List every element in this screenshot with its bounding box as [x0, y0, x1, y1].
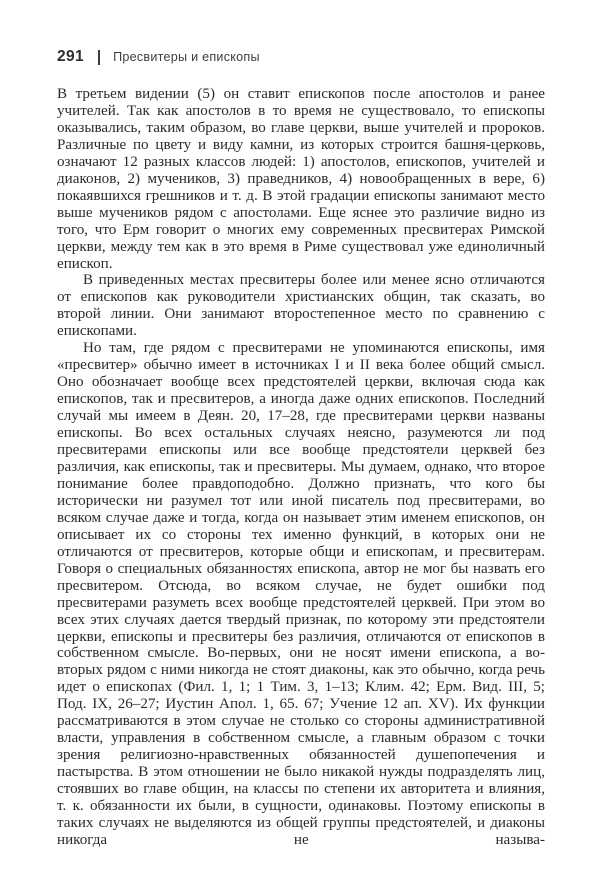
paragraph-1: В третьем видении (5) он ставит епископов после апостолов и ранее учителей. Так как апостолов в то время не существовало, то епископы оказывались, таким образом, во главе церкви, выше учителей и пророков. Различные по цвету и виду камни, из которых строится башня-церковь, означают 12 разных классов людей: 1) апостолов, епископов, учителей и диаконов, 2) мучеников, 3) праведников, 4) новообращенных в вере, 6) покаявшихся грешников и т. д. В этой градации епископы занимают место выше мучеников рядом с апостолами. Еще яснее это различие видно из того, что Ерм говорит о многих ему современных пресвитерах Римской церкви, между тем как в это время в Риме существовал уже единоличный епископ.: [57, 86, 545, 272]
running-head: [57, 46, 260, 68]
paragraph-2: В приведенных местах пресвитеры более или менее ясно отличаются от епископов как руководители христианских общин, так сказать, во второй линии. Они занимают второстепенное место по сравнению с епископами.: [57, 272, 545, 340]
paragraph-3: Но там, где рядом с пресвитерами не упоминаются епископы, имя «пресвитер» обычно имеет в источниках I и II века более общий смысл. Оно обозначает вообще всех предстоятелей церкви, включая сюда как епископов, так и пресвитеров, а иногда даже одних епископов. Последний случай мы имеем в Деян. 20, 17–28, где пресвитерами церкви названы епископы. Во всех остальных случаях неясно, разумеются ли под пресвитерами епископы или все вообще предстоятели церквей без различия, как епископы, так и пресвитеры. Мы думаем, однако, что второе понимание более правдоподобно. Должно признать, что кого бы исторически ни разумел тот или иной писатель под пресвитерами, во всяком случае даже и тогда, когда он называет этим именем епископов, он описывает их со стороны тех именно функций, в которых они не отличаются от пресвитеров, которые общи и епископам, и пресвитерам. Говоря о специальных обязанностях епископа, автор не мог бы назвать его пресвитером. Отсюда, во всяком случае, не будет ошибки под пресвитерами разуметь всех вообще предстоятелей церквей. При этом во всех этих случаях дается твердый признак, по которому эти предстоятели церкви, епископы и пресвитеры без различия, отличаются от епископов в собственном смысле. Во-первых, они не носят имени епископа, а во-вторых рядом с ними никогда не стоят диаконы, как это обычно, когда речь идет о епископах (Фил. 1, 1; 1 Тим. 3, 1–13; Клим. 42; Ерм. Вид. III, 5; Под. IX, 26–27; Иустин Апол. 1, 65. 67; Учение 12 ап. XV). Их функции рассматриваются в этом случае не столько со стороны административной власти, управления в собственном смысле, а главным образом с точки зрения религиозно-нравственных обязанностей душепопечения и пастырства. В этом отношении не было никакой нужды подразделять лиц, стоявших во главе общин, на классы по степени их авторитета и влияния, т. к. обязанности их были, в сущности, одинаковы. Поэтому епископы в таких случаях не выделяются из общей группы предстоятелей, и диаконы никогда не называ-: [57, 340, 545, 848]
page-number: 291: [57, 48, 85, 65]
running-title: Пресвитеры и епископы: [113, 50, 260, 64]
body-text: [57, 86, 545, 866]
header-divider: [98, 50, 100, 65]
